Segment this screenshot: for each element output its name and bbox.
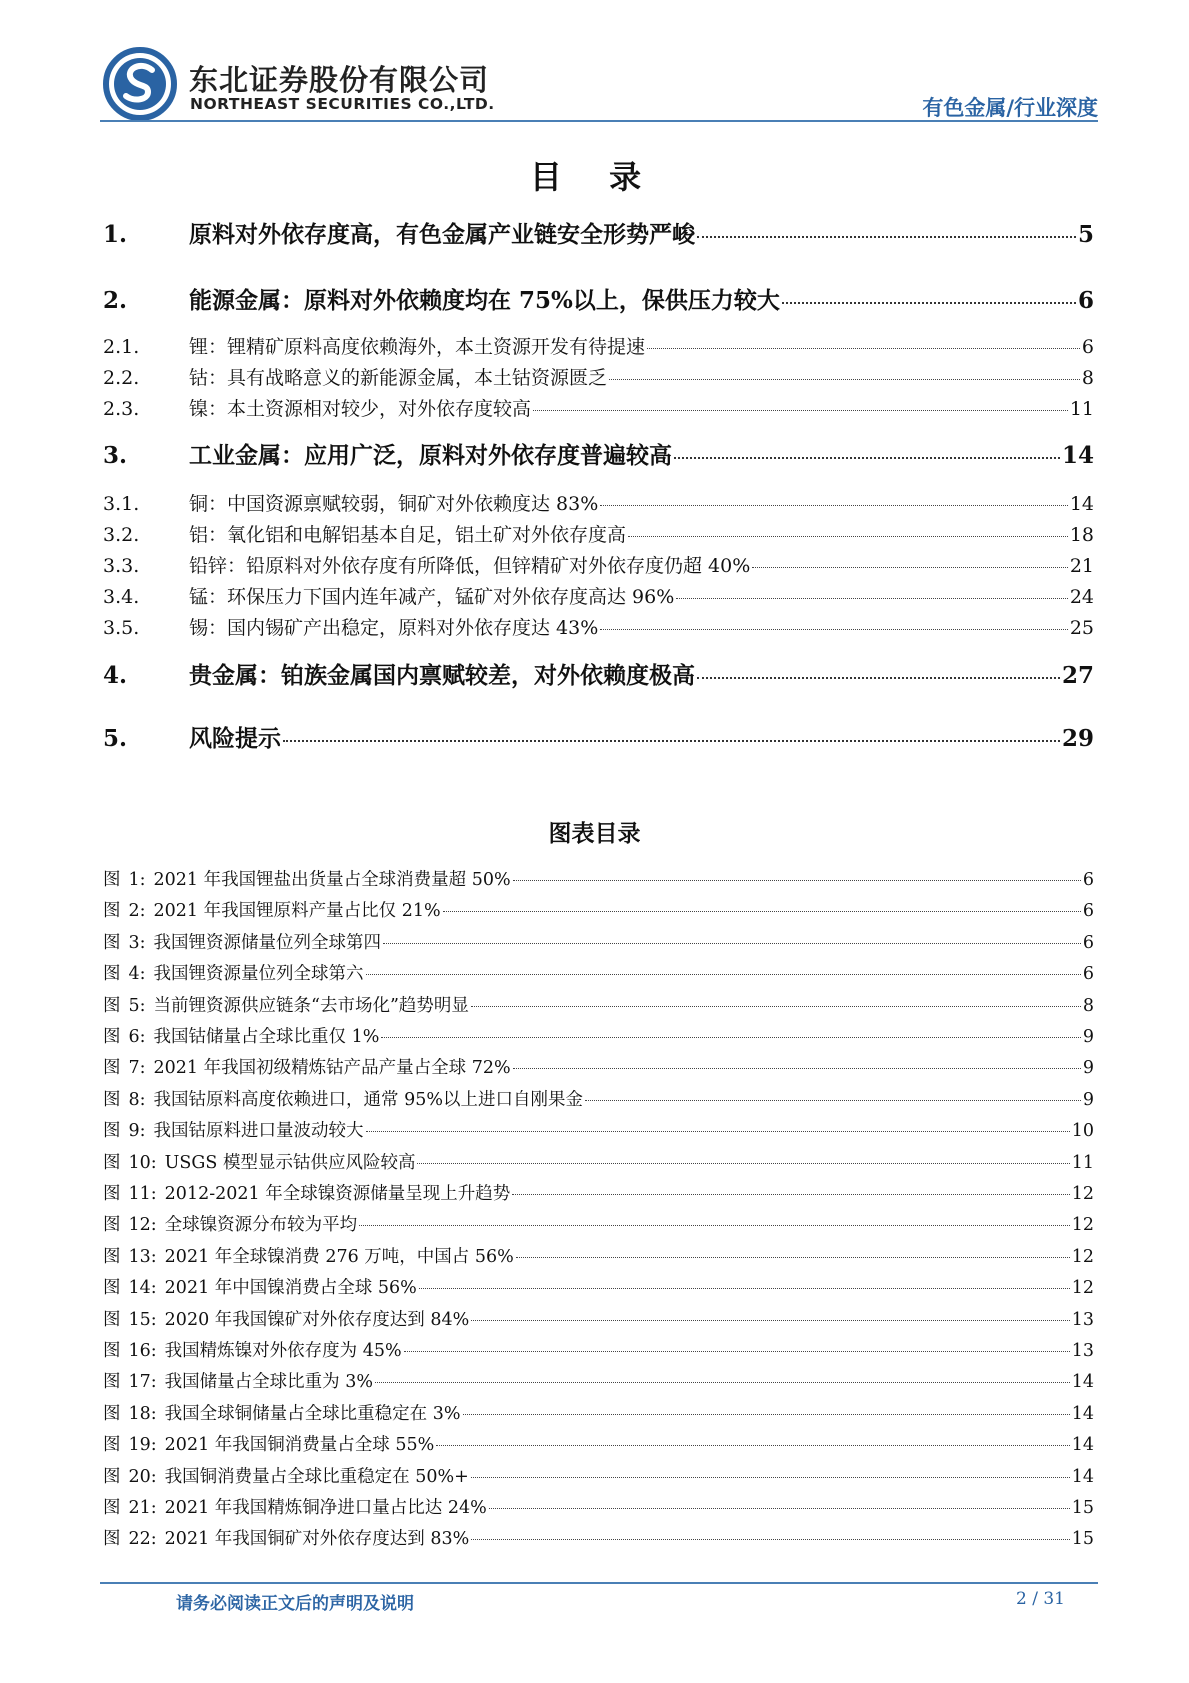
- toc-entry-text: 铜：中国资源禀赋较弱，铜矿对外依赖度达 83%: [189, 493, 599, 515]
- figure-prefix: 图: [103, 1027, 121, 1047]
- figure-prefix: 图: [103, 1058, 121, 1079]
- figure-prefix: 图: [103, 1341, 121, 1361]
- toc-entry-page: 29: [1061, 725, 1094, 752]
- figure-number: 17:: [128, 1372, 157, 1393]
- figure-entry[interactable]: [103, 1525, 1094, 1550]
- figure-number: 14:: [128, 1278, 157, 1299]
- figure-prefix: 图: [103, 1246, 121, 1267]
- dot-leader: [600, 505, 1068, 506]
- figure-caption: 2021 年我国精炼铜净进口量占比达 24%: [164, 1498, 487, 1518]
- figure-caption: 我国全球铜储量占全球比重稳定在 3%: [164, 1403, 461, 1424]
- toc-entry-number: 2.: [103, 287, 128, 314]
- figure-caption: 我国钴原料进口量波动较大: [153, 1121, 364, 1142]
- dot-leader: [513, 1068, 1081, 1069]
- toc-title: 目 录: [529, 158, 660, 196]
- toc-entry-text: 原料对外依存度高，有色金属产业链安全形势严峻: [189, 221, 695, 248]
- figure-prefix: 图: [103, 1278, 121, 1299]
- dot-leader: [471, 1320, 1069, 1321]
- figure-prefix: 图: [103, 1215, 121, 1236]
- figure-entry[interactable]: [103, 1274, 1094, 1299]
- dot-leader: [443, 911, 1081, 912]
- figure-entry[interactable]: [103, 1463, 1094, 1488]
- toc-entry[interactable]: [103, 489, 1094, 516]
- dot-leader: [366, 1131, 1070, 1132]
- figure-entry[interactable]: [103, 1243, 1094, 1268]
- figure-number: 4:: [128, 964, 146, 985]
- figure-number: 12:: [128, 1215, 157, 1236]
- toc-entry-text: 锂：锂精矿原料高度依赖海外，本土资源开发有待提速: [189, 336, 646, 358]
- company-name-en: NORTHEAST SECURITIES CO.,LTD.: [190, 95, 495, 113]
- dot-leader: [674, 457, 1060, 459]
- dot-leader: [516, 1257, 1070, 1258]
- figure-page: 10: [1071, 1121, 1094, 1142]
- dot-leader: [513, 880, 1081, 881]
- figure-number: 6:: [128, 1027, 146, 1047]
- dot-leader: [283, 740, 1060, 742]
- toc-entry[interactable]: [103, 520, 1094, 547]
- footer-divider: [100, 1582, 1098, 1584]
- figure-page: 14: [1071, 1435, 1094, 1456]
- figure-prefix: 图: [103, 1529, 121, 1550]
- page-number: 2 / 31: [1016, 1589, 1065, 1609]
- figure-number: 8:: [128, 1089, 146, 1110]
- toc-entry[interactable]: [103, 282, 1094, 315]
- figure-number: 3:: [128, 932, 146, 953]
- header-divider: [100, 120, 1098, 122]
- figure-number: 15:: [128, 1309, 157, 1330]
- figure-caption: 2021 年我国铜消费量占全球 55%: [164, 1435, 435, 1456]
- dot-leader: [419, 1288, 1070, 1289]
- figure-entry[interactable]: [103, 929, 1094, 954]
- figure-page: 15: [1071, 1529, 1094, 1550]
- toc-entry[interactable]: [103, 332, 1094, 359]
- toc-entry[interactable]: [103, 657, 1094, 690]
- figure-caption: 2021 年中国镍消费占全球 56%: [164, 1278, 417, 1299]
- toc-entry[interactable]: [103, 582, 1094, 609]
- toc-entry-text: 铝：氧化铝和电解铝基本自足，铝土矿对外依存度高: [189, 524, 627, 546]
- toc-entry[interactable]: [103, 437, 1094, 470]
- figure-number: 11:: [128, 1184, 157, 1204]
- toc-entry[interactable]: [103, 551, 1094, 578]
- figure-entry[interactable]: [103, 1023, 1094, 1048]
- toc-entry-number: 2.2.: [103, 367, 140, 389]
- figure-number: 1:: [128, 870, 146, 890]
- dot-leader: [600, 629, 1068, 630]
- figure-page: 12: [1071, 1215, 1094, 1236]
- toc-entry-text: 工业金属：应用广泛，原料对外依存度普遍较高: [189, 442, 672, 469]
- figure-entry[interactable]: [103, 897, 1094, 922]
- dot-leader: [489, 1508, 1070, 1509]
- figure-number: 10:: [128, 1152, 157, 1173]
- figure-caption: 我国锂资源量位列全球第六: [153, 964, 364, 985]
- figure-entry[interactable]: [103, 960, 1094, 985]
- figure-page: 6: [1082, 870, 1094, 890]
- toc-entry-text: 锰：环保压力下国内连年减产，锰矿对外依存度高达 96%: [189, 586, 675, 608]
- figure-entry[interactable]: [103, 1054, 1094, 1079]
- toc-entry-page: 21: [1069, 555, 1094, 577]
- toc-entry-number: 2.1.: [103, 336, 140, 358]
- figure-number: 5:: [128, 995, 146, 1016]
- dot-leader: [404, 1351, 1070, 1352]
- toc-entry-page: 14: [1069, 493, 1094, 515]
- figure-page: 11: [1071, 1152, 1094, 1173]
- toc-entry-text: 贵金属：铂族金属国内禀赋较差，对外依赖度极高: [189, 662, 695, 689]
- dot-leader: [647, 348, 1080, 349]
- dot-leader: [628, 536, 1068, 537]
- figure-prefix: 图: [103, 995, 121, 1016]
- figure-caption: 我国精炼镍对外依存度为 45%: [164, 1341, 402, 1361]
- figure-caption: 2020 年我国镍矿对外依存度达到 84%: [164, 1309, 470, 1330]
- figure-caption: 2021 年全球镍消费 276 万吨，中国占 56%: [164, 1246, 514, 1267]
- dot-leader: [366, 974, 1081, 975]
- toc-entry-number: 3.: [103, 442, 128, 469]
- toc-entry-number: 2.3.: [103, 398, 140, 420]
- figure-entry[interactable]: [103, 1211, 1094, 1236]
- dot-leader: [359, 1225, 1070, 1226]
- figure-page: 6: [1082, 932, 1094, 953]
- toc-entry-page: 14: [1061, 442, 1094, 469]
- figure-caption: 2021 年我国铜矿对外依存度达到 83%: [164, 1529, 470, 1550]
- toc-entry-page: 11: [1069, 398, 1094, 420]
- toc-entry-page: 27: [1061, 662, 1094, 689]
- figure-list-title: 图表目录: [548, 820, 641, 847]
- toc-entry-page: 5: [1077, 221, 1094, 248]
- figure-page: 14: [1071, 1372, 1094, 1393]
- toc-entry[interactable]: [103, 394, 1094, 421]
- dot-leader: [697, 236, 1076, 238]
- figure-page: 14: [1071, 1403, 1094, 1424]
- dot-leader: [471, 1006, 1081, 1007]
- toc-entry-page: 18: [1069, 524, 1094, 546]
- figure-number: 20:: [128, 1466, 157, 1487]
- figure-prefix: 图: [103, 1435, 121, 1456]
- figure-entry[interactable]: [103, 1494, 1094, 1519]
- figure-caption: 全球镍资源分布较为平均: [164, 1215, 358, 1236]
- figure-entry[interactable]: [103, 866, 1094, 891]
- toc-entry-number: 4.: [103, 662, 128, 689]
- figure-page: 9: [1082, 1089, 1094, 1110]
- company-name-cn: 东北证券股份有限公司: [189, 63, 490, 97]
- dot-leader: [383, 943, 1081, 944]
- figure-page: 8: [1082, 995, 1094, 1016]
- figure-prefix: 图: [103, 1466, 121, 1487]
- figure-caption: 我国锂资源储量位列全球第四: [153, 932, 382, 953]
- toc-entry-page: 24: [1069, 586, 1094, 608]
- figure-number: 18:: [128, 1403, 157, 1424]
- toc-entry-text: 能源金属：原料对外依赖度均在 75%以上，保供压力较大: [189, 287, 780, 314]
- figure-number: 19:: [128, 1435, 157, 1456]
- figure-page: 6: [1082, 964, 1094, 985]
- figure-prefix: 图: [103, 1089, 121, 1110]
- toc-entry-text: 锡：国内锡矿产出稳定，原料对外依存度达 43%: [189, 617, 599, 639]
- figure-prefix: 图: [103, 1309, 121, 1330]
- dot-leader: [512, 1194, 1069, 1195]
- toc-entry-page: 6: [1077, 287, 1094, 314]
- dot-leader: [471, 1477, 1070, 1478]
- figure-prefix: 图: [103, 1184, 121, 1204]
- figure-entry[interactable]: [103, 1180, 1094, 1205]
- dot-leader: [381, 1037, 1081, 1038]
- figure-number: 16:: [128, 1341, 157, 1361]
- figure-page: 12: [1071, 1246, 1094, 1267]
- company-logo: [102, 46, 178, 122]
- figure-prefix: 图: [103, 901, 121, 922]
- toc-entry-text: 镍：本土资源相对较少，对外依存度较高: [189, 398, 532, 420]
- dot-leader: [463, 1414, 1070, 1415]
- figure-prefix: 图: [103, 1121, 121, 1142]
- figure-entry[interactable]: [103, 1368, 1094, 1393]
- dot-leader: [782, 302, 1076, 304]
- figure-page: 13: [1071, 1341, 1094, 1361]
- figure-page: 9: [1082, 1058, 1094, 1079]
- dot-leader: [609, 379, 1080, 380]
- dot-leader: [585, 1100, 1081, 1101]
- figure-caption: 我国钴原料高度依赖进口，通常 95%以上进口自刚果金: [153, 1089, 583, 1110]
- toc-entry[interactable]: [103, 720, 1094, 753]
- figure-caption: 当前锂资源供应链条“去市场化”趋势明显: [153, 995, 469, 1016]
- figure-prefix: 图: [103, 870, 121, 890]
- toc-entry-number: 3.3.: [103, 555, 140, 577]
- figure-prefix: 图: [103, 1372, 121, 1393]
- figure-entry[interactable]: [103, 1086, 1094, 1111]
- figure-entry[interactable]: [103, 1117, 1094, 1142]
- toc-entry[interactable]: [103, 613, 1094, 640]
- toc-entry-number: 3.5.: [103, 617, 140, 639]
- dot-leader: [752, 567, 1068, 568]
- dot-leader: [375, 1382, 1070, 1383]
- figure-prefix: 图: [103, 1498, 121, 1518]
- figure-caption: 2021 年我国锂原料产量占比仅 21%: [153, 901, 441, 922]
- toc-entry-text: 钴：具有战略意义的新能源金属，本土钴资源匮乏: [189, 367, 608, 389]
- figure-caption: 我国储量占全球比重为 3%: [164, 1372, 373, 1393]
- report-section: 有色金属/行业深度: [922, 96, 1098, 120]
- figure-page: 15: [1071, 1498, 1094, 1518]
- figure-page: 14: [1071, 1466, 1094, 1487]
- toc-entry-page: 8: [1081, 367, 1094, 389]
- figure-entry[interactable]: [103, 1431, 1094, 1456]
- figure-caption: 我国钴储量占全球比重仅 1%: [153, 1027, 380, 1047]
- figure-caption: 2021 年我国初级精炼钴产品产量占全球 72%: [153, 1058, 511, 1079]
- figure-number: 9:: [128, 1121, 146, 1142]
- figure-page: 12: [1071, 1184, 1094, 1204]
- dot-leader: [697, 677, 1060, 679]
- figure-prefix: 图: [103, 964, 121, 985]
- toc-entry-number: 1.: [103, 221, 128, 248]
- figure-entry[interactable]: [103, 1149, 1094, 1174]
- dot-leader: [417, 1163, 1069, 1164]
- dot-leader: [533, 410, 1068, 411]
- figure-caption: 我国铜消费量占全球比重稳定在 50%+: [164, 1466, 469, 1487]
- toc-entry-number: 5.: [103, 725, 128, 752]
- toc-entry-text: 风险提示: [189, 725, 281, 752]
- figure-page: 6: [1082, 901, 1094, 922]
- figure-number: 2:: [128, 901, 146, 922]
- dot-leader: [471, 1539, 1069, 1540]
- figure-prefix: 图: [103, 1152, 121, 1173]
- figure-caption: USGS 模型显示钴供应风险较高: [164, 1152, 416, 1173]
- figure-number: 21:: [128, 1498, 157, 1518]
- figure-entry[interactable]: [103, 1337, 1094, 1362]
- figure-prefix: 图: [103, 932, 121, 953]
- toc-entry[interactable]: [103, 216, 1094, 249]
- figure-number: 22:: [128, 1529, 157, 1550]
- figure-page: 12: [1071, 1278, 1094, 1299]
- toc-entry-number: 3.1.: [103, 493, 140, 515]
- figure-number: 13:: [128, 1246, 157, 1267]
- footer-notice: 请务必阅读正文后的声明及说明: [176, 1594, 414, 1614]
- toc-entry-number: 3.2.: [103, 524, 140, 546]
- dot-leader: [676, 598, 1068, 599]
- figure-entry[interactable]: [103, 992, 1094, 1017]
- figure-entry[interactable]: [103, 1400, 1094, 1425]
- figure-caption: 2021 年我国锂盐出货量占全球消费量超 50%: [153, 870, 511, 890]
- figure-caption: 2012-2021 年全球镍资源储量呈现上升趋势: [164, 1184, 511, 1204]
- toc-entry-page: 6: [1081, 336, 1094, 358]
- toc-entry-page: 25: [1069, 617, 1094, 639]
- toc-entry-number: 3.4.: [103, 586, 140, 608]
- figure-number: 7:: [128, 1058, 146, 1079]
- dot-leader: [436, 1445, 1069, 1446]
- figure-page: 9: [1082, 1027, 1094, 1047]
- figure-entry[interactable]: [103, 1306, 1094, 1331]
- toc-entry-text: 铅锌：铅原料对外依存度有所降低，但锌精矿对外依存度仍超 40%: [189, 555, 751, 577]
- figure-prefix: 图: [103, 1403, 121, 1424]
- figure-page: 13: [1071, 1309, 1094, 1330]
- toc-entry[interactable]: [103, 363, 1094, 390]
